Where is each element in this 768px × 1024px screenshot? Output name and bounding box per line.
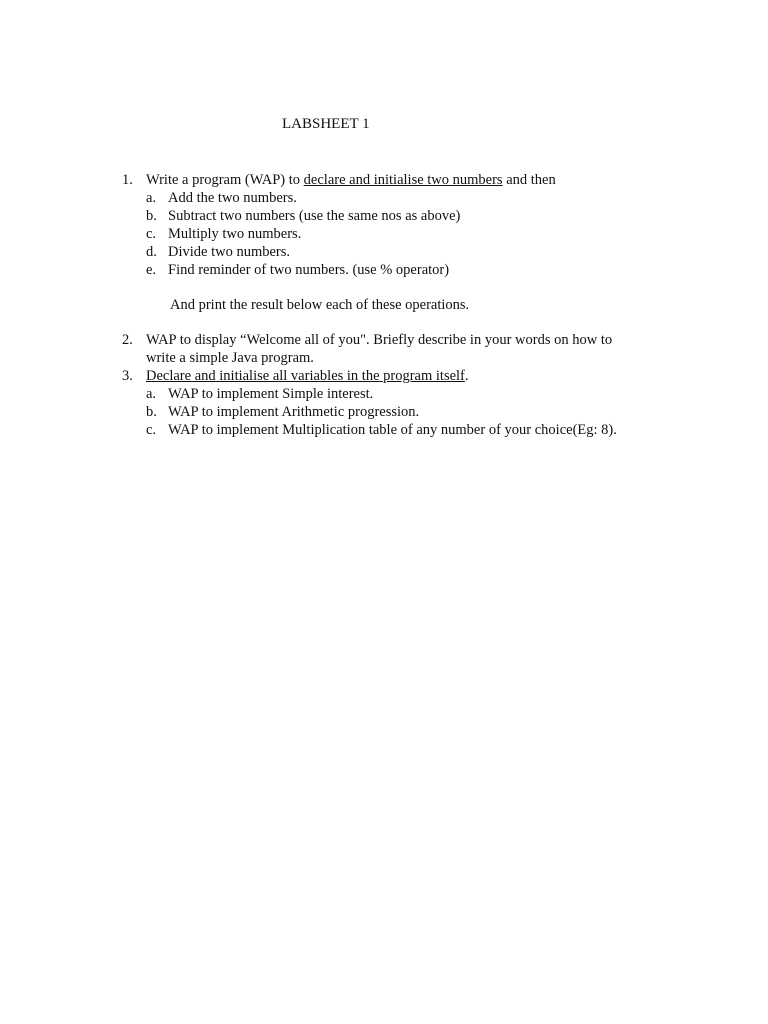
- print-note: And print the result below each of these operations.: [170, 297, 470, 313]
- list-item: b. Subtract two numbers (use the same nos as above): [146, 208, 461, 224]
- list-item: b. WAP to implement Arithmetic progression.: [146, 404, 420, 420]
- question-number: 2.: [122, 332, 133, 348]
- list-item: c. Multiply two numbers.: [146, 226, 302, 242]
- list-item: a. WAP to implement Simple interest.: [146, 386, 374, 402]
- question-text: WAP to display “Welcome all of you". Briefly describe in your words on how to write a simple Java program.: [146, 332, 613, 366]
- question-number: 3.: [122, 368, 133, 384]
- question-2: [122, 331, 662, 367]
- list-item: e. Find reminder of two numbers. (use % operator): [146, 262, 450, 278]
- question-3: [122, 367, 662, 439]
- list-item: a. Add the two numbers.: [146, 190, 297, 206]
- page-title: LABSHEET 1: [282, 116, 370, 132]
- list-item: d. Divide two numbers.: [146, 244, 291, 260]
- question-number: 1.: [122, 172, 133, 188]
- sub-item-list: [146, 189, 662, 279]
- underlined-phrase: Declare and initialise all variables in the program itself: [146, 368, 465, 384]
- question-text: Write a program (WAP) to declare and initialise two numbers and then: [146, 172, 556, 188]
- question-1: [122, 171, 662, 279]
- question-text: Declare and initialise all variables in the program itself.: [146, 368, 469, 384]
- sub-item-list: [146, 385, 662, 439]
- underlined-phrase: declare and initialise two numbers: [303, 172, 503, 188]
- list-item: c. WAP to implement Multiplication table of any number of your choice(Eg: 8).: [146, 422, 617, 438]
